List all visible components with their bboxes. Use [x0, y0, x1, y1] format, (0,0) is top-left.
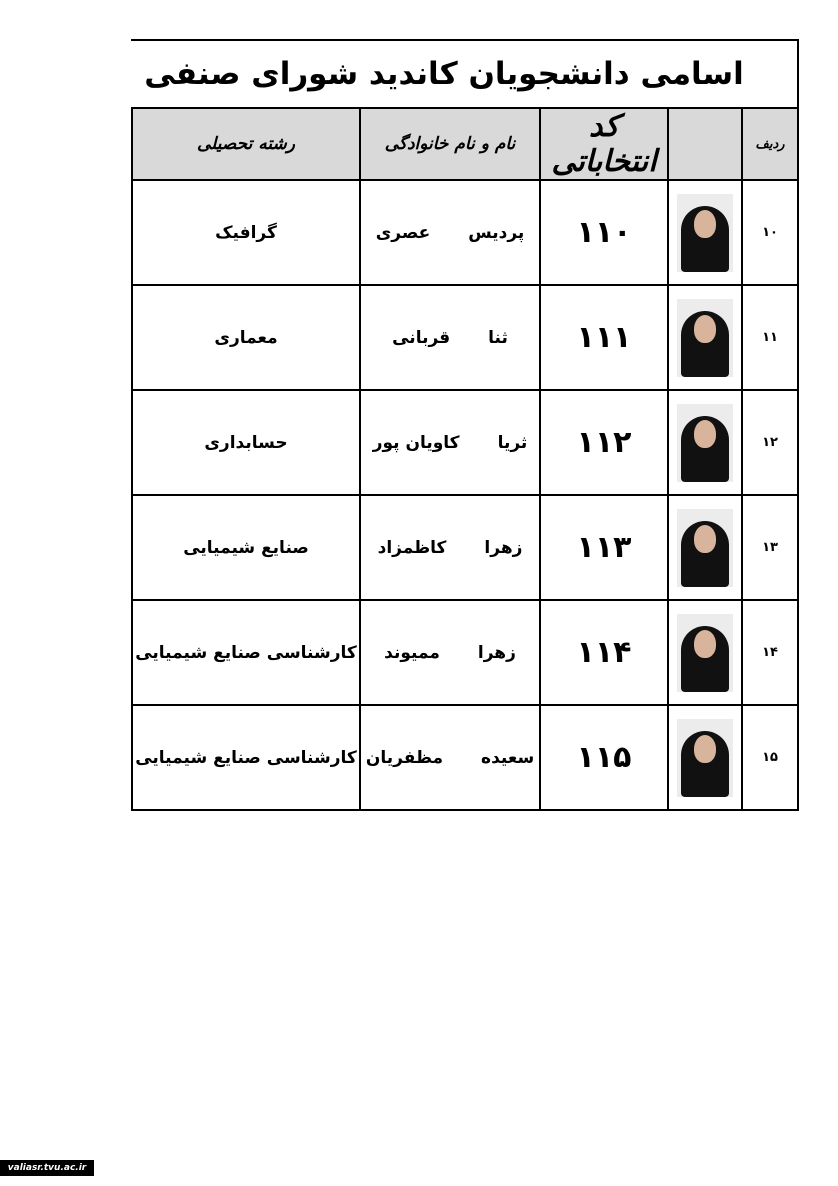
full-name [360, 495, 540, 600]
first-name: ثنا [488, 327, 508, 348]
full-name [360, 705, 540, 810]
field-of-study: کارشناسی صنایع شیمیایی [132, 600, 360, 705]
field-of-study: گرافیک [132, 180, 360, 285]
table-row [132, 285, 798, 390]
table-row [132, 390, 798, 495]
first-name: زهرا [484, 537, 523, 558]
page-title: اسامی دانشجویان کاندید شورای صنفی [144, 56, 744, 92]
field-of-study: معماری [132, 285, 360, 390]
table-row [132, 705, 798, 810]
student-photo-icon [677, 299, 733, 377]
candidates-document [131, 39, 799, 811]
last-name: عصری [375, 222, 431, 243]
header-field-of-study: رشته تحصیلی [132, 108, 360, 180]
full-name [360, 180, 540, 285]
row-number: ۱۱ [742, 285, 798, 390]
election-code: ۱۱۰ [540, 180, 668, 285]
field-of-study: کارشناسی صنایع شیمیایی [132, 705, 360, 810]
candidates-table [131, 107, 799, 811]
row-number: ۱۴ [742, 600, 798, 705]
table-row [132, 600, 798, 705]
row-number: ۱۰ [742, 180, 798, 285]
last-name: ممیوند [384, 642, 440, 663]
row-number: ۱۳ [742, 495, 798, 600]
last-name: مظفریان [365, 747, 444, 768]
header-election-code: کد انتخاباتی [540, 108, 668, 180]
full-name [360, 285, 540, 390]
election-code: ۱۱۴ [540, 600, 668, 705]
first-name: ثریا [497, 432, 528, 453]
field-of-study: حسابداری [132, 390, 360, 495]
first-name: پردیس [468, 222, 525, 243]
row-number: ۱۲ [742, 390, 798, 495]
first-name: سعیده [481, 747, 535, 768]
row-number: ۱۵ [742, 705, 798, 810]
field-of-study: صنایع شیمیایی [132, 495, 360, 600]
header-row-number: ردیف [742, 108, 798, 180]
site-watermark: valiasr.tvu.ac.ir [0, 1160, 94, 1176]
student-photo-icon [677, 194, 733, 272]
last-name: کاظمزاد [377, 537, 447, 558]
election-code: ۱۱۳ [540, 495, 668, 600]
election-code: ۱۱۵ [540, 705, 668, 810]
election-code: ۱۱۲ [540, 390, 668, 495]
table-header-row [132, 108, 798, 180]
student-photo-icon [677, 614, 733, 692]
first-name: زهرا [477, 642, 516, 663]
last-name: قربانی [392, 327, 451, 348]
student-photo-icon [677, 509, 733, 587]
title-box [131, 39, 799, 107]
header-photo [668, 108, 742, 180]
election-code: ۱۱۱ [540, 285, 668, 390]
full-name [360, 600, 540, 705]
full-name [360, 390, 540, 495]
student-photo-icon [677, 404, 733, 482]
table-row [132, 180, 798, 285]
table-row [132, 495, 798, 600]
student-photo-icon [677, 719, 733, 797]
header-full-name: نام و نام خانوادگی [360, 108, 540, 180]
last-name: کاویان پور [372, 432, 460, 453]
